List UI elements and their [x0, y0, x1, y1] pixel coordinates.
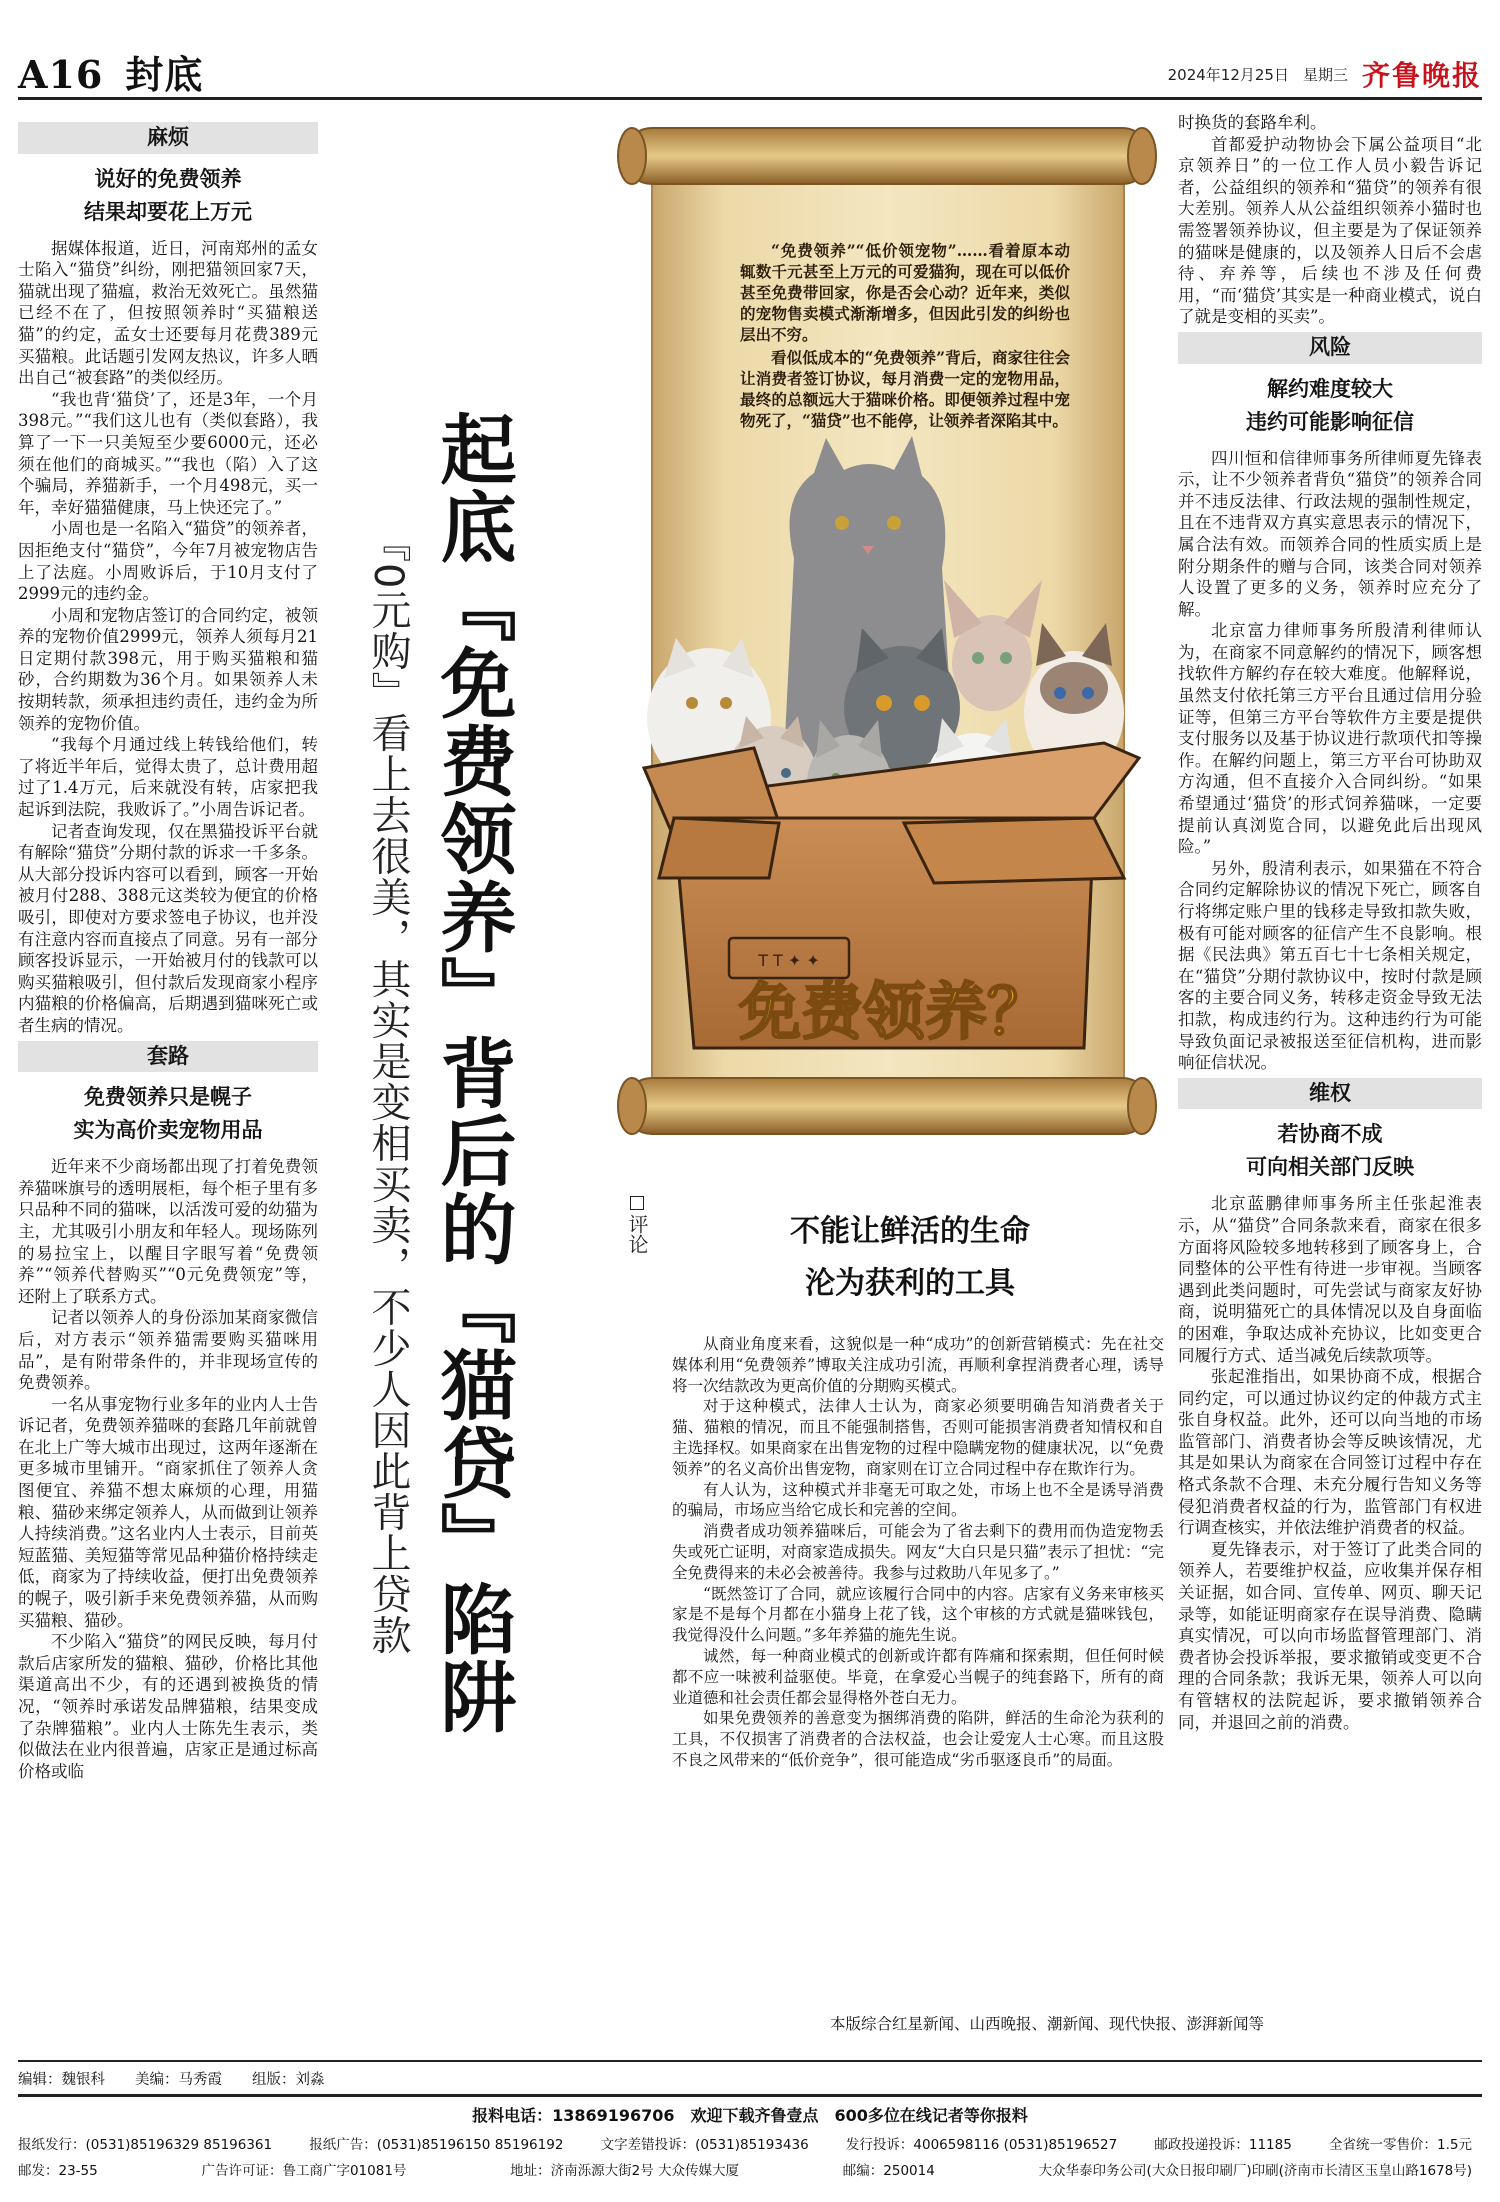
source-note: 本版综合红星新闻、山西晚报、潮新闻、现代快报、澎湃新闻等 [830, 2015, 1265, 2033]
footer-item: 发行投诉：4006598116 (0531)85196527 [845, 2137, 1118, 2153]
scroll-intro [740, 240, 1070, 433]
paragraph: 有人认为，这种模式并非毫无可取之处，市场上也不全是诱导消费的骗局，市场应当给它成长和完善的空间。 [672, 1480, 1164, 1520]
section-tag-trouble: 麻烦 [18, 122, 318, 154]
footer-item: 报纸广告：(0531)85196150 85196192 [309, 2137, 564, 2153]
paragraph: 不少陷入“猫贷”的网民反映，每月付款后店家所发的猫粮、猫砂，价格比其他渠道高出不少，有的还遇到被换货的情况，“领养时承诺发品牌猫粮，结果变成了杂牌猫粮”。业内人士陈先生表示，类似做法在业内很普遍，店家正是通过标高价格或临 [18, 1632, 318, 1781]
paragraph: 如果免费领养的善意变为捆绑消费的陷阱，鲜活的生命沦为获利的工具，不仅损害了消费者的合法权益，也会让爱宠人士心寒。而且这股不良之风带来的“低价竞争”，很可能造成“劣币驱逐良币”的局面。 [672, 1709, 1164, 1769]
hotline: 报料电话：13869196706 欢迎下载齐鲁壹点 600多位在线记者等你报料 [472, 2106, 1028, 2125]
subhead-4-line1: 若协商不成 [1277, 1121, 1383, 1147]
commentary-label [623, 1196, 652, 1254]
paragraph: 一名从事宠物行业多年的业内人士告诉记者，免费领养猫咪的套路几年前就曾在北上广等大城市出现过，这两年逐渐在更多城市里铺开。“商家抓住了领养人贪图便宜、养猫不想太麻烦的心理，用猫粮、猫砂来绑定领养人，从而做到让领养人持续消费。”这名业内人士表示，目前英短蓝猫、美短猫等常见品种猫价格持续走低，商家为了持续收益，便打出免费领养的幌子，吸引新手来免费领养猫，从而购买猫粮、猫砂。 [18, 1394, 318, 1630]
editor-credit: 编辑：魏银科 [18, 2072, 105, 2088]
page-number-text: A16 [18, 52, 104, 97]
newspaper-logo: 齐鲁晚报 [1361, 59, 1482, 92]
scroll-paragraph: “免费领养”“低价领宠物”……看着原本动辄数千元甚至上万元的可爱猫狗，现在可以低价甚至免费带回家，你是否会心动？近年来，类似的宠物售卖模式渐渐增多，但因此引发的纠纷也层出不穷。 [740, 241, 1070, 344]
footer-item: 大众华泰印务公司(大众日报印刷厂)印刷(济南市长清区玉皇山路1678号) [1038, 2163, 1472, 2179]
box-stamp-text: T T ✦ ✦ [758, 951, 820, 970]
subhead-3 [1178, 372, 1482, 438]
paragraph: 消费者成功领养猫咪后，可能会为了省去剩下的费用而伪造宠物丢失或死亡证明，对商家造成损失。网友“大白只是只猫”表示了担忧：“完全免费得来的未必会被善待。我参与过救助八年见多了。” [672, 1522, 1164, 1582]
commentary-label-text: 评论 [625, 1214, 649, 1254]
footer-item: 报纸发行：(0531)85196329 85196361 [18, 2137, 273, 2153]
commentary-title-line2: 沦为获利的工具 [805, 1266, 1015, 1301]
paragraph: 张起淮指出，如果协商不成，根据合同约定，可以通过协议约定的仲裁方式主张自身权益。此外，还可以向当地的市场监管部门、消费者协会等反映该情况，尤其是如果认为商家在合同签订过程中存在格式条款不合理、未充分履行告知义务等侵犯消费者权益的行为，监管部门有权进行调查核实，并依法维护消费者的权益。 [1178, 1367, 1482, 1538]
paragraph: 诚然，每一种商业模式的创新或许都有阵痛和探索期，但任何时候都不应一味被利益驱使。毕竟，在拿爱心当幌子的纯套路下，所有的商业道德和社会责任都会显得格外苍白无力。 [672, 1646, 1164, 1707]
issue-weekday: 星期三 [1302, 65, 1348, 84]
subhead-2 [18, 1080, 318, 1146]
main-headline: 起底『免费领养』背后的『猫贷』陷阱 [428, 410, 517, 1736]
subhead-4-line2: 可向相关部门反映 [1246, 1154, 1414, 1180]
paragraph: 近年来不少商场都出现了打着免费领养猫咪旗号的透明展柜，每个柜子里有多只品种不同的猫咪，以活泼可爱的幼猫为主，尤其吸引小朋友和年轻人。现场陈列的易拉宝上，以醒目字眼写着“免费领养”“领养代替购买”“0元免费领宠”等，还附上了联系方式。 [18, 1157, 318, 1306]
paragraph: 首都爱护动物协会下属公益项目“北京领养日”的一位工作人员小毅告诉记者，公益组织的领养和“猫贷”的领养有很大差别。领养人从公益组织领养小猫时也需签署领养协议，但主要是为了保证领养的猫咪是健康的，以及领养人日后不会虐待、弃养等，后续也不涉及任何费用，“而‘猫贷’其实是一种商业模式，说白了就是变相的买卖”。 [1178, 134, 1482, 327]
paragraph: 另外，殷清利表示，如果猫在不符合合同约定解除协议的情况下死亡，顾客自行将绑定账户里的钱移走导致扣款失败，极有可能对顾客的征信产生不良影响。根据《民法典》第五百七十七条相关规定，在“猫贷”分期付款协议中，按时付款是顾客的主要合同义务，转移走资金导致无法扣款，构成违约行为。这种违约行为可能导致负面记录被报送至征信机构，进而影响征信状况。 [1178, 858, 1482, 1073]
paragraph: 从商业角度来看，这貌似是一种“成功”的创新营销模式：先在社交媒体利用“免费领养”博取关注成功引流，再顺利拿捏消费者心理，诱导将一次结款改为更高价值的分期购买模式。 [672, 1335, 1164, 1395]
right-column [1178, 112, 1482, 1733]
date-line [1168, 54, 1482, 94]
scroll-top-roll [624, 128, 1150, 184]
designer-credit: 美编：马秀霞 [135, 2072, 222, 2088]
paragraph: 北京蓝鹏律师事务所主任张起淮表示，从“猫贷”合同条款来看，商家在很多方面将风险较多地转移到了顾客身上，合同整体的公平性有待进一步审视。当顾客遇到此类问题时，可先尝试与商家友好协商，说明猫死亡的具体情况以及自身面临的困难，争取达成补充协议，比如变更合同履行方式、适当减免后续款项等。 [1178, 1194, 1482, 1365]
page-number [18, 44, 203, 99]
footer-item: 邮发：23-55 [18, 2163, 98, 2179]
scroll-bottom-roll [624, 1078, 1150, 1134]
footer-item: 全省统一零售价：1.5元 [1329, 2137, 1472, 2153]
commentary-body [672, 1334, 1164, 1771]
paragraph: 对于这种模式，法律人士认为，商家必须要明确告知消费者关于猫、猫粮的情况，而且不能强制搭售，否则可能损害消费者知情权和自主选择权。如果商家在出售宠物的过程中隐瞒宠物的健康状况，以“免费领养”的名义高价出售宠物，商家则在订立合同过程中存在欺诈行为。 [672, 1397, 1164, 1478]
paragraph: 小周也是一名陷入“猫贷”的领养者，因拒绝支付“猫贷”，今年7月被宠物店告上了法庭。小周败诉后，于10月支付了2999元的违约金。 [18, 519, 318, 604]
subhead-1-line1: 说好的免费领养 [94, 165, 242, 191]
paragraph: 北京富力律师事务所殷清利律师认为，在商家不同意解约的情况下，顾客想找软件方解约存在较大难度。他解释说，虽然支付依托第三方平台且通过信用分验证等，但第三方平台等软件方主要是提供支付服务以及基于协议进行款项代扣等操作。在解约问题上，第三方平台可协助双方沟通，但不直接介入合同纠纷。“如果希望通过‘猫贷’的形式饲养猫咪，一定要提前认真浏览合同，以避免此后出现风险。” [1178, 621, 1482, 857]
section-tag-rights: 维权 [1178, 1078, 1482, 1110]
paragraph: 时换货的套路牟利。 [1178, 113, 1327, 132]
banner-text: 免费领养？ [738, 975, 1050, 1048]
subhead-1 [18, 162, 318, 228]
issue-date: 2024年12月25日 [1167, 65, 1289, 84]
scroll-paragraph: 看似低成本的“免费领养”背后，商家往往会让消费者签订协议，每月消费一定的宠物用品，最终的总额远大于猫咪价格。即便领养过程中宠物死了，“猫贷”也不能停，让领养者深陷其中。 [740, 348, 1070, 430]
subhead-3-line2: 违约可能影响征信 [1246, 408, 1414, 434]
subhead-4 [1178, 1117, 1482, 1183]
footer-item: 地址：济南泺源大街2号 大众传媒大厦 [510, 2163, 740, 2179]
commentary-title [680, 1206, 1140, 1310]
sub-headline: 『0元购』看上去很美，其实是变相买卖，不少人因此背上贷款 [365, 522, 411, 1656]
footer-item: 邮编：250014 [842, 2163, 935, 2179]
paragraph: 记者以领养人的身份添加某商家微信后，对方表示“领养猫需要购买猫咪用品”，是有附带条件的，并非现场宣传的免费领养。 [18, 1308, 318, 1393]
paragraph: 据媒体报道，近日，河南郑州的孟女士陷入“猫贷”纠纷，刚把猫领回家7天，猫就出现了猫瘟，救治无效死亡。虽然猫已经不在了，但按照领养时“买猫粮送猫”的约定，孟女士还要每月花费389元买猫粮。此话题引发网友热议，许多人晒出自己“被套路”的类似经历。 [18, 238, 318, 388]
section-name: 封底 [125, 52, 204, 97]
paragraph: 夏先锋表示，对于签订了此类合同的领养人，若要维护权益，应收集并保存相关证据，如合同、宣传单、网页、聊天记录等，如能证明商家存在误导消费、隐瞒真实情况，可以向市场监督管理部门、消费者协会投诉举报，要求撤销或变更不合理的合同条款；我诉无果，领养人可以向有管辖权的法院起诉，要求撤销领养合同，并退回之前的消费。 [1178, 1539, 1482, 1732]
left-column [18, 118, 318, 1782]
editors-line [18, 2060, 1482, 2089]
commentary-title-line1: 不能让鲜活的生命 [790, 1214, 1030, 1249]
subhead-3-line1: 解约难度较大 [1267, 375, 1393, 401]
subhead-1-line2: 结果却要花上万元 [84, 198, 252, 224]
paragraph: “我也背‘猫贷’了，还是3年，一个月398元。”“我们这儿也有（类似套路），我算了一下一只美短至少要6000元，还必须在他们的商城买。”“我也（陷）入了这个骗局，养猫新手，一个月498元，买一年，幸好猫猫健康，马上快还完了。” [18, 389, 318, 517]
section-tag-risk: 风险 [1178, 332, 1482, 364]
masthead [18, 40, 1482, 100]
footer-item: 广告许可证：鲁工商广字01081号 [201, 2163, 407, 2179]
paragraph: 记者查询发现，仅在黑猫投诉平台就有解除“猫贷”分期付款的诉求一千多条。从大部分投诉内容可以看到，顾客一开始被月付288、388元这类较为便宜的价格吸引，即使对方要求签电子协议，也并没有注意内容而直接点了同意。另有一部分顾客投诉显示，一开始被月付的钱款可以购买猫粮吸引，但付款后发现商家小程序内猫粮的价格偏高，后期遇到猫咪死亡或者生病的情况。 [18, 821, 318, 1035]
paragraph: 四川恒和信律师事务所律师夏先锋表示，让不少领养者背负“猫贷”的领养合同并不违反法律、行政法规的强制性规定，且在不违背双方真实意思表示的情况下，属合法有效。而领养合同的性质实质上是附分期条件的赠与合同，该类合同对领养人设置了更多的义务，领养时应充分了解。 [1178, 448, 1482, 619]
square-icon [630, 1196, 644, 1210]
footer-item: 邮政投递投诉：11185 [1154, 2137, 1292, 2153]
subhead-2-line1: 免费领养只是幌子 [84, 1084, 252, 1110]
section-tag-trick: 套路 [18, 1041, 318, 1073]
footer-row-1 [18, 2130, 1482, 2156]
paragraph: 小周和宠物店签订的合同约定，被领养的宠物价值2999元，领养人须每月21日定期付款398元，用于购买猫粮和猫砂，合约期数为36个月。如果领养人未按期转款，须承担违约责任，违约金为所领养的宠物价值。 [18, 605, 318, 733]
footer-row-2 [18, 2156, 1482, 2182]
subhead-2-line2: 实为高价卖宠物用品 [73, 1117, 263, 1143]
footer [18, 2094, 1482, 2182]
layout-credit: 组版：刘淼 [252, 2072, 325, 2088]
paragraph: “我每个月通过线上转钱给他们，转了将近半年后，觉得太贵了，总计费用超过了1.4万元，后来就没有转，店家把我起诉到法院，我败诉了。”小周告诉记者。 [18, 735, 318, 820]
paragraph: “既然签订了合同，就应该履行合同中的内容。店家有义务来审核买家是不是每个月都在小猫身上花了钱，这个审核的方式就是猫咪钱包，我觉得没什么问题。”多年养猫的施先生说。 [672, 1584, 1164, 1645]
footer-item: 文字差错投诉：(0531)85193436 [600, 2137, 809, 2153]
